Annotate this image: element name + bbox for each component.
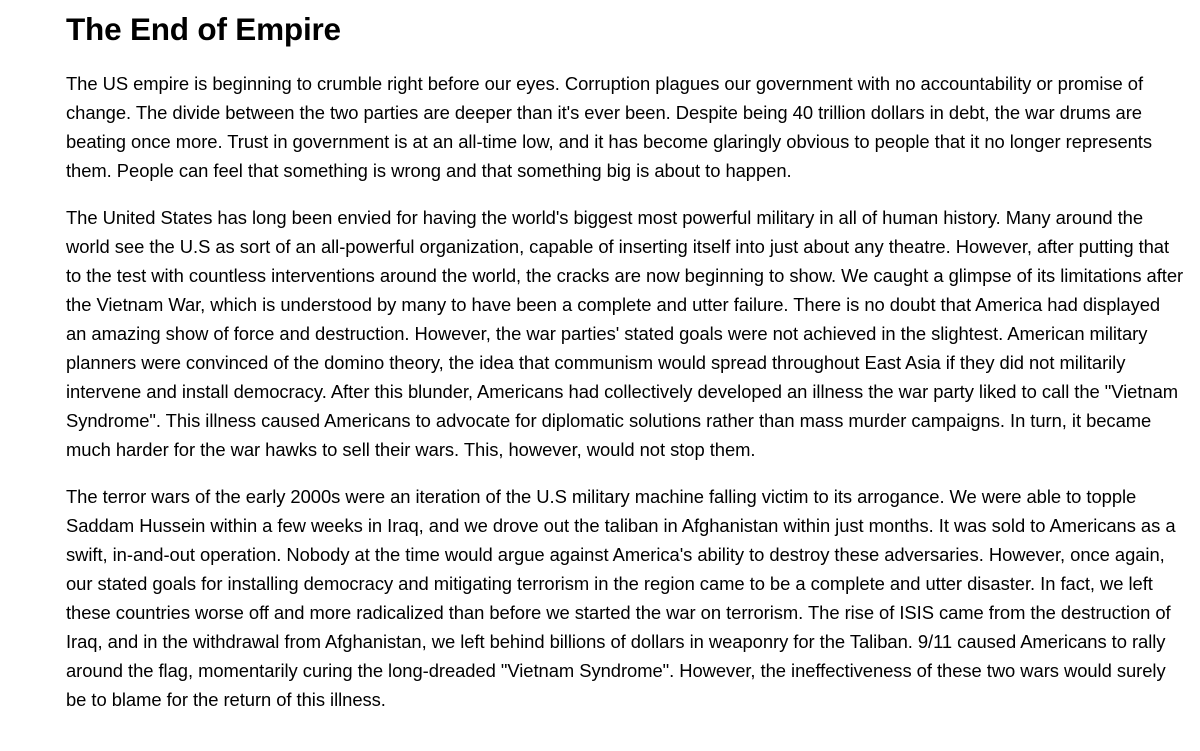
article-paragraph: The terror wars of the early 2000s were an iteration of the U.S military machine falling victim to its arrogance. We were able to topple Saddam Hussein within a few weeks in Iraq, and we drove out the taliban in Afghanistan within just months. It was sold to Americans as a swift, in-and-out operation. Nobody at the time would argue against America's ability to destroy these adversaries. However, once again, our stated goals for installing democracy and mitigating terrorism in the region came to be a complete and utter disaster. In fact, we left these countries worse off and more radicalized than before we started the war on terrorism. The rise of ISIS came from the destruction of Iraq, and in the withdrawal from Afghanistan, we left behind billions of dollars in weaponry for the Taliban. 9/11 caused Americans to rally around the flag, momentarily curing the long-dreaded "Vietnam Syndrome". However, the ineffectiveness of these two wars would surely be to blame for the return of this illness. [66,486,1176,710]
article-paragraph: The US empire is beginning to crumble right before our eyes. Corruption plagues our government with no accountability or promise of change. The divide between the two parties are deeper than it's ever been. Despite being 40 trillion dollars in debt, the war drums are beating once more. Trust in government is at an all-time low, and it has become glaringly obvious to people that it no longer represents them. People can feel that something is wrong and that something big is about to happen. [66,73,1153,181]
article-title: The End of Empire [66,11,341,47]
article-paragraph: The United States has long been envied for having the world's biggest most powerful military in all of human history. Many around the world see the U.S as sort of an all-powerful organization, capable of inserting itself into just about any theatre. However, after putting that to the test with countless interventions around the world, the cracks are now beginning to show. We caught a glimpse of its limitations after the Vietnam War, which is understood by many to have been a complete and utter failure. There is no doubt that America had displayed an amazing show of force and destruction. However, the war parties' stated goals were not achieved in the slightest. American military planners were convinced of the domino theory, the idea that communism would spread throughout East Asia if they did not militarily intervene and install democracy. After this blunder, Americans had collectively developed an illness the war party liked to call the "Vietnam Syndrome". This illness caused Americans to advocate for diplomatic solutions rather than mass murder campaigns. In turn, it became much harder for the war hawks to sell their wars. This, however, would not stop them. [66,207,1184,460]
article [66,0,1184,714]
